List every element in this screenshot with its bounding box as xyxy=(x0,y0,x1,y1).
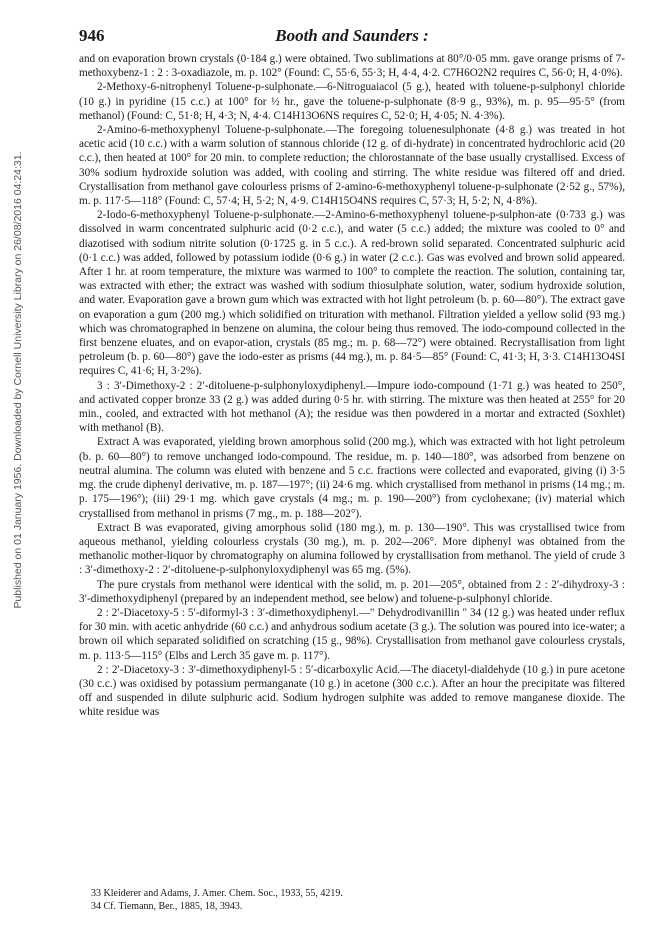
footnote: 33 Kleiderer and Adams, J. Amer. Chem. Soc., 1933, 55, 4219. xyxy=(91,888,343,899)
running-title: Booth and Saunders : xyxy=(275,26,429,45)
paragraph: and on evaporation brown crystals (0·184 g.) were obtained. Two sublimations at 80°/0·05 mm. gave orange prisms of 7-methoxybenz-1 : 2 : 3-oxadiazole, m. p. 102° (Found: C, 55·6, 55·3; H, 4·4, 4·2. C7H6O2N2 requires C, 56·0; H, 4·0%). xyxy=(79,53,625,80)
download-notice-sidebar xyxy=(10,150,26,610)
footnote: 34 Cf. Tiemann, Ber., 1885, 18, 3943. xyxy=(91,900,243,912)
paragraph: 2-Iodo-6-methoxyphenyl Toluene-p-sulphonate.—2-Amino-6-methoxyphenyl toluene-p-sulphon-ate (0·733 g.) was dissolved in warm concentrated sulphuric acid (0·2 c.c.), and water (5 c.c.) added; the mixture was cooled to 0° and diazotised with sodium nitrite solution (0·1725 g. in 5 c.c.). A red-brown solid separated. Concentrated sulphuric acid (0·1 c.c.) was added, followed by potassium iodide (0·6 g.) in water (2 c.c.). Gas was evolved and brown solid appeared. After 1 hr. at room temperature, the mixture was warmed to 100° to complete the reaction. The solution, containing tar, was extracted with ether; the extract was washed with sodium thiosulphate solution, water, sodium hydroxide solution, and water. Evaporation gave a brown gum which was extracted with hot light petroleum (b. p. 60—80°). The extract gave on evaporation a gum (200 mg.) which solidified on trituration with methanol. Filtration yielded a yellow solid (93 mg.) which was chromatographed in benzene on alumina, the colour being thus removed. The iodo-compound collected in the first benzene eluates, and on evapor-ation, crystals (85 mg.; m. p. 68—72°) were obtained. Recrystallisation from light petroleum (b. p. 60—80°) gave the iodo-ester as prisms (44 mg.), m. p. 84·5—85° (Found: C, 41·3; H, 3·3. C14H13O4SI requires C, 41·6; H, 3·2%). xyxy=(79,209,625,378)
paragraph: The pure crystals from methanol were identical with the solid, m. p. 201—205°, obtained from 2 : 2′-dihydroxy-3 : 3′-dimethoxydiphenyl (prepared by an independent method, see below) and toluene-p-sulphonyl chloride. xyxy=(79,578,625,605)
paragraph: 2 : 2′-Diacetoxy-5 : 5′-diformyl-3 : 3′-dimethoxydiphenyl.—" Dehydrodivanillin " 34 (12 g.) was heated under reflux for 30 min. with acetic anhydride (60 c.c.) and anhydrous sodium acetate (3 g.). The solution was poured into ice-water; a brown oil which separated solidified on scratching (15 g., 98%). Crystallisation from methanol gave colourless crystals, m. p. 113·5—115° (Elbs and Lerch 35 gave m. p. 117°). xyxy=(79,606,625,662)
article-body xyxy=(79,52,625,720)
footnotes xyxy=(79,888,625,913)
paragraph: 2-Amino-6-methoxyphenyl Toluene-p-sulphonate.—The foregoing toluenesulphonate (4·8 g.) was treated in hot acetic acid (10 c.c.) with a warm solution of stannous chloride (12 g. of di-hydrate) in concentrated hydrochloric acid (20 c.c.), then heated at 100° for 20 min. to complete reduction; the chlorostannate of the base usually crystallised. Excess of 30% sodium hydroxide solution was added, with cooling and stirring. The white residue was filtered off and dried. Crystallisation from methanol gave colourless prisms of 2-amino-6-methoxyphenyl toluene-p-sulphonate (2·52 g., 57%), m. p. 117·5—118° (Found: C, 57·4; H, 5·2; N, 4·9. C14H15O4NS requires C, 57·3; H, 5·2; N, 4·8%). xyxy=(79,124,625,208)
paragraph: 2-Methoxy-6-nitrophenyl Toluene-p-sulphonate.—6-Nitroguaiacol (5 g.), heated with toluene-p-sulphonyl chloride (10 g.) in pyridine (15 c.c.) at 100° for ½ hr., gave the toluene-p-sulphonate (8·9 g., 93%), m. p. 95—95·5° (from methanol) (Found: C, 51·8; H, 4·3; N, 4·4. C14H13O6NS requires C, 52·0; H, 4·05; N. 4·3%). xyxy=(79,81,625,122)
paragraph: Extract A was evaporated, yielding brown amorphous solid (200 mg.), which was extracted with hot light petroleum (b. p. 60—80°) to remove unchanged iodo-compound. The residue, m. p. 140—180°, was adsorbed from benzene on neutral alumina. The column was eluted with benzene and 5 c.c. fractions were collected and evaporated, giving (i) 3·5 mg. the crude diphenyl derivative, m. p. 187—197°; (ii) 24·6 mg. which crystallised from methanol in prisms (14 mg.; m. p. 175—196°); (iii) 29·1 mg. which gave crystals (4 mg.; m. p. 190—200°) from cyclohexane; (iv) material which crystallised from methanol in prisms (7 mg., m. p. 188—202°). xyxy=(79,436,625,520)
paragraph: 2 : 2′-Diacetoxy-3 : 3′-dimethoxydiphenyl-5 : 5′-dicarboxylic Acid.—The diacetyl-dialdehyde (10 g.) in pure acetone (30 c.c.) was oxidised by potassium permanganate (10 g.) in acetone (300 c.c.). After an hour the precipitate was filtered off and suspended in dilute sulphuric acid. Sodium hydrogen sulphite was added to remove manganese dioxide. The white residue was xyxy=(79,663,625,719)
paragraph: Extract B was evaporated, giving amorphous solid (180 mg.), m. p. 130—190°. This was crystallised twice from aqueous methanol, yielding colourless crystals (30 mg.), m. p. 202—206°. More diphenyl was obtained from the methanolic mother-liquor by chromatography on alumina followed by crystallisation from methanol. The yield of crude 3 : 3′-dimethoxy-2 : 2′-ditoluene-p-sulphonyloxydiphenyl was 65 mg. (5%). xyxy=(79,521,625,577)
paragraph: 3 : 3′-Dimethoxy-2 : 2′-ditoluene-p-sulphonyloxydiphenyl.—Impure iodo-compound (1·71 g.) was heated to 250°, and activated copper bronze 33 (2 g.) was added during 0·5 hr. with stirring. The mixture was then heated at 255° for 20 min., cooled, and extracted with hot methanol (A); the residue was then powdered in a mortar and extracted (Soxhlet) with methanol (B). xyxy=(79,379,625,435)
page-header xyxy=(79,26,625,52)
page-number: 946 xyxy=(79,26,105,45)
download-notice-text: Published on 01 January 1956. Downloaded by Cornell University Library on 26/08/2016 04:24:31. xyxy=(12,151,24,609)
